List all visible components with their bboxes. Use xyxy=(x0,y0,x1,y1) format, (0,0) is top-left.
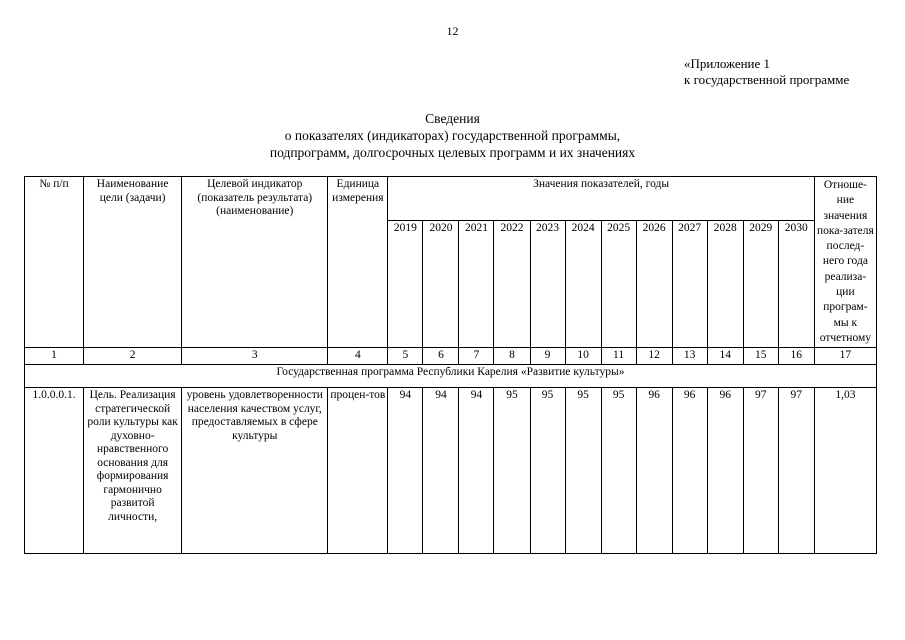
row-value-2028: 96 xyxy=(707,388,743,554)
header-year-2028: 2028 xyxy=(707,221,743,348)
header-year-2025: 2025 xyxy=(601,221,636,348)
column-number-16: 16 xyxy=(778,348,814,365)
header-year-2023: 2023 xyxy=(530,221,565,348)
row-value-2022: 95 xyxy=(494,388,530,554)
column-number-1: 1 xyxy=(25,348,84,365)
row-value-2020: 94 xyxy=(423,388,459,554)
column-number-6: 6 xyxy=(423,348,459,365)
table-row xyxy=(25,388,877,554)
header-num: № п/п xyxy=(25,177,84,348)
row-goal: Цель. Реализация стратегической роли культуры как духовно-нравственного основания для формирования гармонично развитой личности, xyxy=(84,388,182,554)
column-number-12: 12 xyxy=(636,348,672,365)
header-values-group: Значения показателей, годы xyxy=(388,177,814,221)
column-number-3: 3 xyxy=(182,348,328,365)
header-goal: Наименование цели (задачи) xyxy=(84,177,182,348)
row-num: 1.0.0.0.1. xyxy=(25,388,84,554)
row-indicator: уровень удовлетворенности населения качеством услуг, предоставляемых в сфере культуры xyxy=(182,388,328,554)
column-number-10: 10 xyxy=(565,348,601,365)
header-indicator: Целевой индикатор (показатель результата) (наименование) xyxy=(182,177,328,348)
header-year-2022: 2022 xyxy=(494,221,530,348)
column-number-5: 5 xyxy=(388,348,423,365)
header-year-2024: 2024 xyxy=(565,221,601,348)
row-value-2026: 96 xyxy=(636,388,672,554)
row-value-2025: 95 xyxy=(601,388,636,554)
column-number-4: 4 xyxy=(328,348,388,365)
column-number-13: 13 xyxy=(672,348,707,365)
title-line-2: о показателях (индикаторах) государственной программы, xyxy=(284,128,621,143)
column-number-7: 7 xyxy=(459,348,494,365)
header-year-2030: 2030 xyxy=(778,221,814,348)
title-line-3: подпрограмм, долгосрочных целевых программ и их значениях xyxy=(269,145,636,160)
header-ratio: Отноше-ние значения пока-зателя послед-него года реализа-ции програм-мы к отчетному xyxy=(814,177,876,348)
title-line-1: Сведения xyxy=(425,111,480,126)
appendix-line-2: к государственной программе xyxy=(684,72,850,87)
row-value-2027: 96 xyxy=(672,388,707,554)
page-number: 12 xyxy=(446,24,459,38)
header-year-2026: 2026 xyxy=(636,221,672,348)
row-value-2029: 97 xyxy=(743,388,778,554)
row-unit: процен-тов xyxy=(328,388,388,554)
column-number-11: 11 xyxy=(601,348,636,365)
appendix-line-1: «Приложение 1 xyxy=(684,56,771,71)
program-row: Государственная программа Республики Карелия «Развитие культуры» xyxy=(25,365,877,388)
appendix-caption xyxy=(684,56,849,88)
header-year-2019: 2019 xyxy=(388,221,423,348)
column-number-2: 2 xyxy=(84,348,182,365)
row-value-2030: 97 xyxy=(778,388,814,554)
header-year-2021: 2021 xyxy=(459,221,494,348)
column-number-17: 17 xyxy=(814,348,876,365)
row-value-2019: 94 xyxy=(388,388,423,554)
indicators-table xyxy=(24,176,877,554)
header-year-2027: 2027 xyxy=(672,221,707,348)
column-number-14: 14 xyxy=(707,348,743,365)
row-value-2023: 95 xyxy=(530,388,565,554)
row-value-2024: 95 xyxy=(565,388,601,554)
header-year-2029: 2029 xyxy=(743,221,778,348)
column-number-15: 15 xyxy=(743,348,778,365)
column-number-9: 9 xyxy=(530,348,565,365)
header-year-2020: 2020 xyxy=(423,221,459,348)
row-value-2021: 94 xyxy=(459,388,494,554)
document-title xyxy=(0,110,905,161)
column-number-8: 8 xyxy=(494,348,530,365)
row-ratio: 1,03 xyxy=(814,388,876,554)
header-unit: Единица измерения xyxy=(328,177,388,348)
